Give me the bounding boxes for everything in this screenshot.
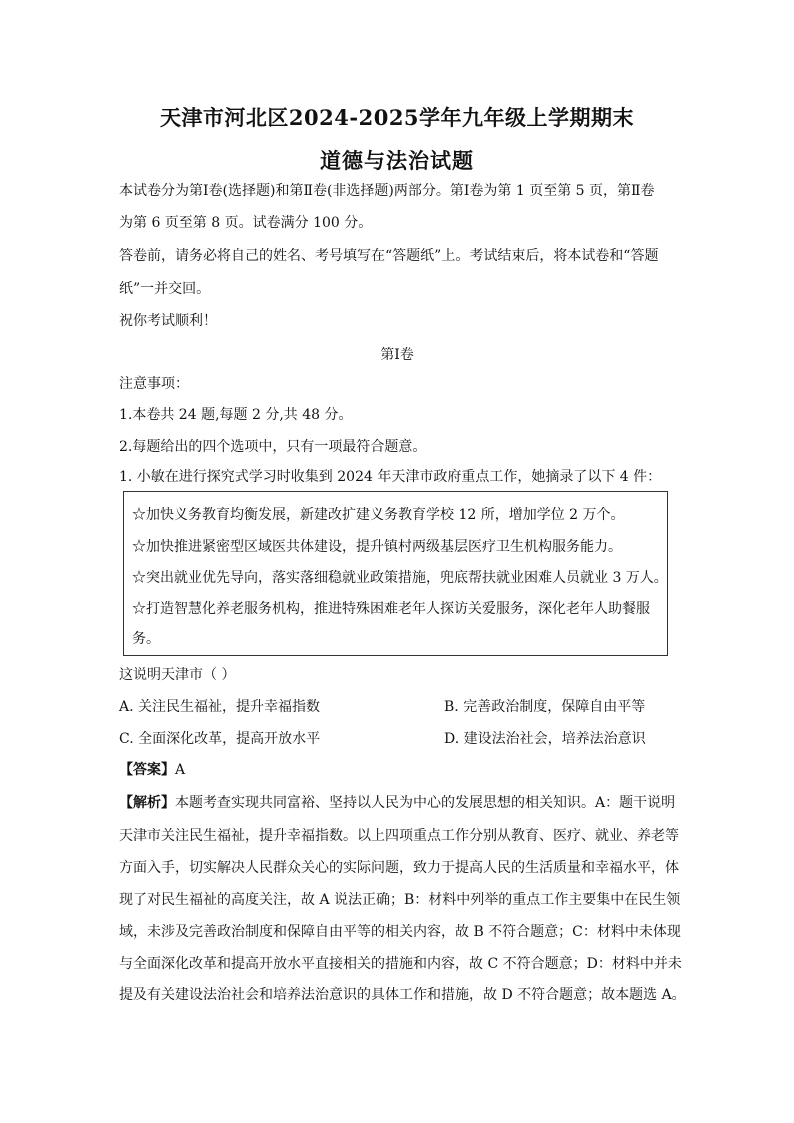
analysis-text: 现了对民生福祉的高度关注，故 A 说法正确；B：材料中列举的重点工作主要集中在民生领	[119, 892, 681, 908]
material-line: ☆加快义务教育均衡发展，新建改扩建义务教育学校 12 所，增加学位 2 万个。	[132, 507, 625, 523]
analysis-label: 【解析】	[119, 795, 175, 811]
intro-line: 本试卷分为第Ⅰ卷(选择题)和第Ⅱ卷(非选择题)两部分。第Ⅰ卷为第 1 页至第 5 页，第Ⅱ卷	[119, 183, 655, 199]
section-title: 第Ⅰ卷	[380, 347, 414, 363]
material-line: ☆打造智慧化养老服务机构，推进特殊困难老年人探访关爱服务，深化老年人助餐服	[132, 601, 650, 617]
analysis-text: 方面入手，切实解决人民群众关心的实际问题，致力于提高人民的生活质量和幸福水平，体	[119, 860, 679, 876]
option-a: A. 关注民生福祉，提升幸福指数	[119, 699, 321, 715]
option-c: C. 全面深化改革，提高开放水平	[119, 731, 321, 747]
answer-value: A	[175, 762, 186, 778]
note-item: 1.本卷共 24 题,每题 2 分,共 48 分。	[119, 407, 353, 423]
answer-line	[119, 760, 185, 780]
question-stem: 1. 小敏在进行探究式学习时收集到 2024 年天津市政府重点工作，她摘录了以下 4 件：	[119, 469, 662, 485]
analysis-text: 提及有关建设法治社会和培养法治意识的具体工作和措施，故 D 不符合题意；故本题选 A。	[119, 987, 686, 1003]
document-subtitle: 道德与法治试题	[320, 148, 474, 173]
intro-line: 为第 6 页至第 8 页。试卷满分 100 分。	[119, 215, 373, 231]
document-title: 天津市河北区2024-2025学年九年级上学期期末	[159, 105, 635, 130]
intro-line: 祝你考试顺利！	[119, 313, 217, 329]
notes-heading: 注意事项：	[119, 376, 189, 392]
intro-line: 纸”一并交回。	[119, 281, 211, 297]
analysis-line	[119, 793, 675, 813]
material-line: ☆突出就业优先导向，落实落细稳就业政策措施，兜底帮扶就业困难人员就业 3 万人。	[132, 570, 668, 586]
material-line: ☆加快推进紧密型区域医共体建设，提升镇村两级基层医疗卫生机构服务能力。	[132, 539, 622, 555]
intro-line: 答卷前，请务必将自己的姓名、考号填写在“答题纸”上。考试结束后，将本试卷和“答题	[119, 248, 659, 264]
material-box	[123, 491, 668, 656]
analysis-text: 域，未涉及完善政治制度和保障自由平等的相关内容，故 B 不符合题意；C：材料中未体现	[119, 924, 681, 940]
analysis-text: 本题考查实现共同富裕、坚持以人民为中心的发展思想的相关知识。A：题干说明	[175, 795, 676, 811]
analysis-text: 与全面深化改革和提高开放水平直接相关的措施和内容，故 C 不符合题意；D：材料中并未	[119, 956, 682, 972]
material-line: 务。	[132, 631, 160, 647]
option-b: B. 完善政治制度，保障自由平等	[444, 699, 646, 715]
analysis-text: 天津市关注民生福祉，提升幸福指数。以上四项重点工作分别从教育、医疗、就业、养老等	[119, 828, 679, 844]
question-prompt: 这说明天津市（ ）	[119, 667, 236, 683]
answer-label: 【答案】	[119, 762, 175, 778]
option-d: D. 建设法治社会，培养法治意识	[444, 731, 646, 747]
note-item: 2.每题给出的四个选项中，只有一项最符合题意。	[119, 439, 427, 455]
